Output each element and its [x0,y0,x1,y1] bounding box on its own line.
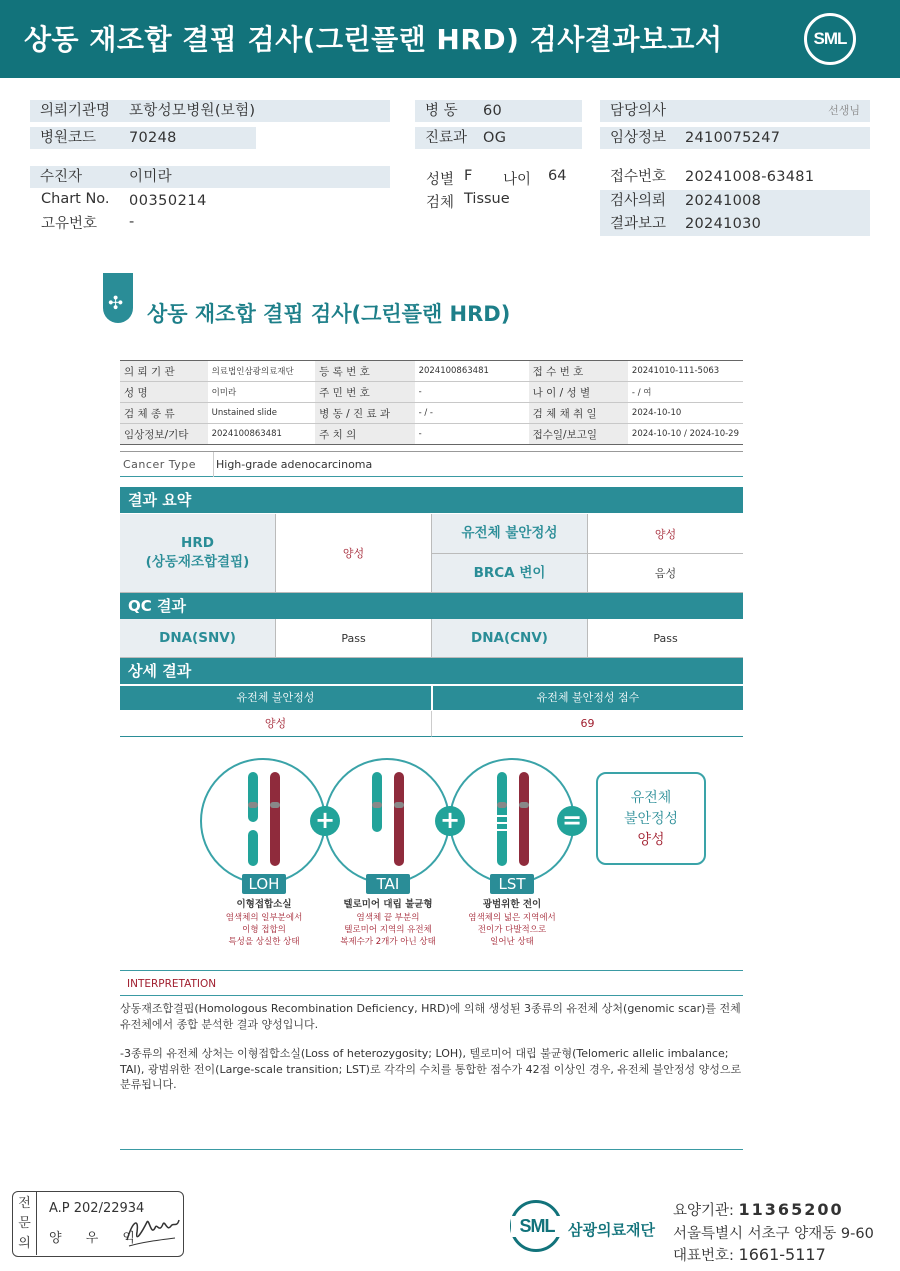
address: 서울특별시 서초구 양재동 9-60 [673,1226,874,1242]
report-date: 20241030 [685,216,762,232]
hospital-value: 포항성모병원(보험) [129,103,256,119]
hrd-label: HRD (상동재조합결핍) [120,514,276,593]
loh-description: 이형접합소실 염색체의 일부분에서 이형 접합의 특성을 상실한 상태 [225,899,303,947]
table-row: 검 체 종 류 Unstained slide 병 동 / 진 료 과 - / - 검 체 채 취 일 2024-10-10 [120,403,743,424]
chart-no-value: 00350214 [129,193,207,209]
table-row: 임상정보/기타 2024100863481 주 치 의 - 접수일/보고일 2024-10-10 / 2024-10-29 [120,424,743,445]
phone: 대표번호: 1661-5117 [673,1245,826,1264]
detail-gi-value: 양성 [120,711,432,737]
detail-gi-score: 69 [432,711,743,737]
table-row: 의 뢰 기 관 의료법인삼광의료재단 등 록 번 호 2024100863481 접 수 번 호 20241010-111-5063 [120,361,743,382]
unique-no-value: - [129,214,135,230]
summary-header: 결과 요약 [120,487,743,513]
loh-circle [200,758,326,884]
dna-snv-value: Pass [276,619,432,658]
hospital-code-field: 병원코드 70248 [30,127,256,149]
ward-value: 60 [483,103,503,119]
organization-name: 삼광의료재단 [568,1221,655,1239]
receipt-value: 20241008-63481 [685,169,815,185]
patient-field: 수진자 이미라 [30,166,390,188]
chromosome-icon [519,772,529,866]
hospital-code-value: 70248 [129,130,177,146]
age-label: 나이 [503,172,532,188]
section-cross-icon: ✣ [103,273,133,323]
sml-footer-logo-icon: SML [510,1200,562,1252]
report-title: 상동 재조합 결핍 검사(그린플랜 HRD) 검사결과보고서 [24,23,723,56]
specimen-label: 검체 [426,195,455,211]
chromosome-icon [248,772,258,822]
request-date: 20241008 [685,193,762,209]
chromosome-icon [497,772,507,866]
brca-value: 음성 [588,554,743,593]
result-positive: 양성 [637,832,665,848]
chromosome-icon [248,830,258,866]
plus-icon: + [435,806,465,836]
patient-name: 이미라 [129,169,172,185]
table-row: 성 명 이미라 주 민 번 호 - 나 이 / 성 별 - / 여 [120,382,743,403]
receipt-field: 접수번호 20241008-63481 [600,166,870,188]
chromosome-icon [270,772,280,866]
pathologist-name: 양 우 익 [49,1231,145,1246]
chart-no-label: Chart No. [41,191,110,207]
sex-value: F [464,168,473,184]
interpretation-para1: 상동재조합결핍(Homologous Recombination Deficiency, HRD)에 의해 생성된 3종류의 유전체 상처(genomic scar)를 전체 유전체에서 종합 분석한 결과 양성입니다. [120,1002,741,1031]
unique-no-label: 고유번호 [41,216,98,232]
hospital-field: 의뢰기관명 포항성모병원(보험) [30,100,390,122]
lst-description: 광범위한 전이 염색체의 넓은 지역에서 전이가 다발적으로 일어난 상태 [468,899,556,947]
patient-info-table [120,360,743,445]
institution-code: 요양기관: 11365200 [673,1200,844,1219]
license-number: A.P 202/22934 [49,1201,145,1216]
section-title: 상동 재조합 결핍 검사(그린플랜 HRD) [147,302,511,326]
detail-header: 상세 결과 [120,658,743,684]
dna-cnv-value: Pass [588,619,743,658]
signature-icon [123,1210,183,1252]
genomic-instability-value: 양성 [588,514,743,554]
clinical-info-field: 임상정보 2410075247 [600,127,870,149]
clinical-info-value: 2410075247 [685,130,781,146]
age-value: 64 [548,168,567,184]
cancer-type-value: High-grade adenocarcinoma [213,452,372,477]
tai-label: TAI [366,874,410,894]
equals-icon: = [557,806,587,836]
dna-cnv-label: DNA(CNV) [432,619,588,658]
doctor-field: 담당의사 선생님 [600,100,870,122]
genomic-instability-label: 유전체 불안정성 [432,514,588,554]
detail-col2-header: 유전체 불안정성 점수 [433,686,743,710]
report-header [0,0,900,78]
loh-label: LOH [242,874,286,894]
department-value: OG [483,130,507,146]
divider [120,1149,743,1150]
sex-label: 성별 [426,172,455,188]
dna-snv-label: DNA(SNV) [120,619,276,658]
chromosome-icon [394,772,404,866]
cancer-type-row: Cancer Type High-grade adenocarcinoma [120,451,743,477]
detail-col1-header: 유전체 불안정성 [120,686,431,710]
brca-label: BRCA 변이 [432,554,588,593]
qc-header: QC 결과 [120,593,743,619]
department-field: 진료과 OG [415,127,582,149]
interpretation-para2: -3종류의 유전체 상처는 이형접합소실(Loss of heterozygosity; LOH), 텔로미어 대립 불균형(Telomeric allelic imbalance; TAI), 광범위한 전이(Large-scale transition; LST)로 각각의 수치를 통합한 점수가 42점 이상인 경우, 유전체 불안정성 양성으로 분류됩니다. [120,1047,742,1091]
hrd-value: 양성 [276,514,432,593]
sml-logo-icon: SML [804,13,856,65]
ward-field: 병 동 60 [415,100,582,122]
interpretation-title: INTERPRETATION [120,970,743,996]
request-report-field: 검사의뢰 20241008 결과보고 20241030 [600,190,870,236]
specimen-value: Tissue [464,191,510,207]
tai-circle [324,758,450,884]
plus-icon: + [310,806,340,836]
pathologist-stamp: 전 문 의 A.P 202/22934 양 우 익 [12,1191,184,1257]
lst-label: LST [490,874,534,894]
tai-description: 텔로미어 대립 불균형 염색체 끝 부분의 텔로미어 지역의 유전체 복제수가 2개가 아닌 상태 [340,899,436,947]
result-box: 유전체 불안정성 양성 [596,772,706,865]
